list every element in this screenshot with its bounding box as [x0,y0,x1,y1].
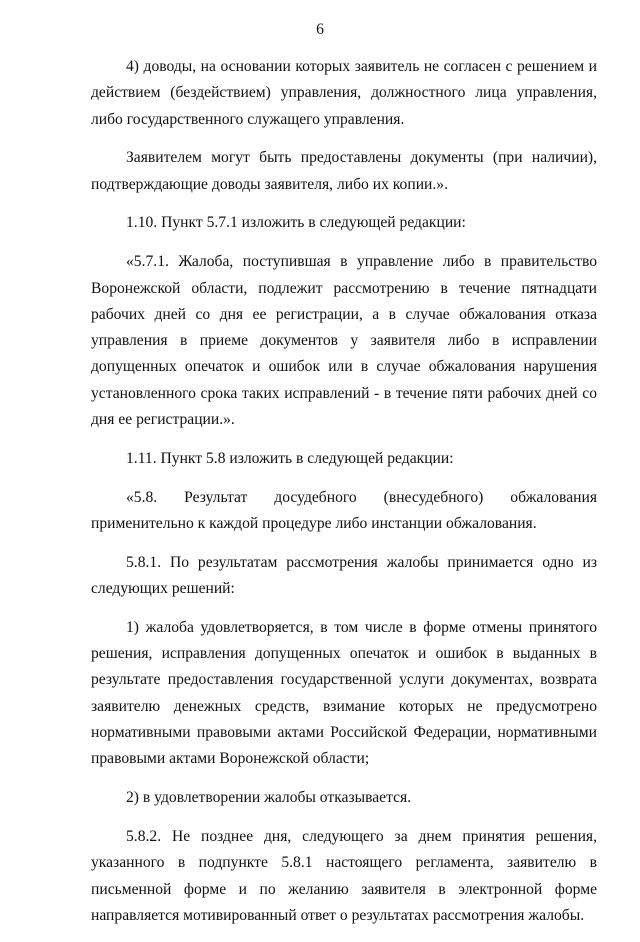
paragraph-5-8-2: 5.8.2. Не позднее дня, следующего за днем принятия решения, указанного в подпункте 5.8.1 настоящего регламента, заявителю в письменной форме и по желанию заявителя в электронной форме направляется мотивированный ответ о результатах рассмотрения жалобы. [91,827,597,924]
paragraph-5-8-1: 5.8.1. По результатам рассмотрения жалобы принимается одно из следующих решений: [91,553,597,598]
paragraph-5-7-1: «5.7.1. Жалоба, поступившая в управление либо в правительство Воронежской области, подлежит рассмотрению в течение пятнадцати рабочих дней со дня ее регистрации, а в случае обжалования отказа управления в приеме документов у заявителя либо в исправлении допущенных опечаток и ошибок или в случае обжалования нарушения установленного срока таких исправлений - в течение пяти рабочих дней со дня ее регистрации.». [91,253,597,429]
page-number: 6 [316,21,324,38]
paragraph-amend-5-7-1: 1.10. Пункт 5.7.1 изложить в следующей редакции: [126,214,466,232]
paragraph-5-8: «5.8. Результат досудебного (внесудебного) обжалования применительно к каждой процедуре либо инстанции обжалования. [91,488,597,532]
document-body [91,54,597,942]
paragraph-documents: Заявителем могут быть предоставлены документы (при наличии), подтверждающие доводы заявителя, либо их копии.». [91,149,597,193]
paragraph-grounds: 4) доводы, на основании которых заявитель не согласен с решением и действием (бездействием) управления, должностного лица управления, либо государственного служащего управления. [91,58,597,128]
paragraph-amend-5-8: 1.11. Пункт 5.8 изложить в следующей редакции: [126,449,454,467]
paragraph-complaint-satisfied: 1) жалоба удовлетворяется, в том числе в форме отмены принятого решения, исправления допущенных опечаток и ошибок в выданных в результате предоставления государственной услуги документах, возврата заявителю денежных средств, взимание которых не предусмотрено нормативными правовыми актами Российской Федерации, нормативными правовыми актами Воронежской области; [91,618,597,768]
paragraph-complaint-refused: 2) в удовлетворении жалобы отказывается. [126,789,412,807]
